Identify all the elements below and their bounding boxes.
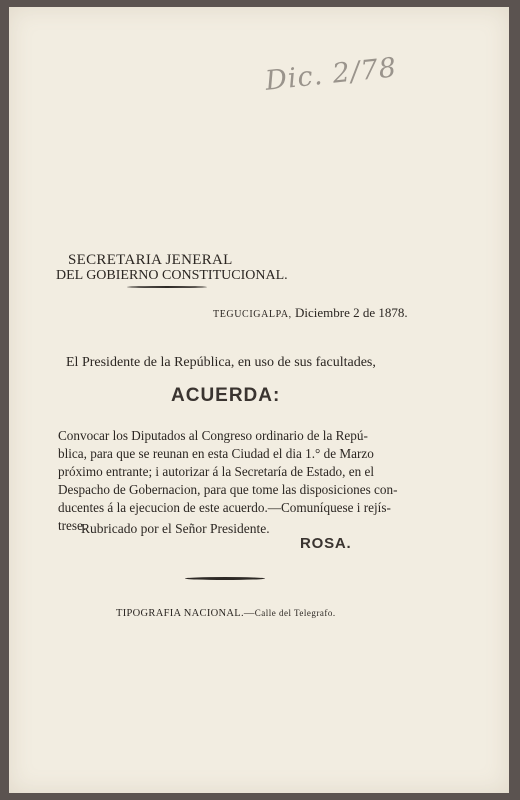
handwritten-date-annotation: Dic. 2/78 xyxy=(263,52,399,97)
signature-name: ROSA. xyxy=(300,535,352,552)
dateline-date: Diciembre 2 de 1878. xyxy=(291,305,408,320)
body-line: Despacho de Gobernacion, para que tome las disposiciones con- xyxy=(58,482,398,497)
dateline-place: TEGUCIGALPA, xyxy=(213,309,292,320)
resolution-body xyxy=(58,427,398,535)
dateline xyxy=(213,305,408,321)
body-line: ducentes á la ejecucion de este acuerdo.—Comuníquese i rejís- xyxy=(58,500,391,515)
intro-text: El Presidente de la República, en uso de sus facultades, xyxy=(66,355,376,370)
body-line: próximo entrante; i autorizar á la Secretaría de Estado, en el xyxy=(58,464,374,479)
header-divider xyxy=(127,286,207,288)
closing-divider xyxy=(185,577,265,580)
body-line: trese. xyxy=(58,518,87,533)
document-page xyxy=(9,7,509,793)
office-subtitle: DEL GOBIERNO CONSTITUCIONAL. xyxy=(56,268,288,283)
body-line: blica, para que se reunan en esta Ciudad el dia 1.° de Marzo xyxy=(58,446,374,461)
printer-footer xyxy=(116,608,336,619)
body-line: Convocar los Diputados al Congreso ordinario de la Repú- xyxy=(58,428,368,443)
footer-street: Calle del Telegrafo. xyxy=(254,608,336,618)
office-title: SECRETARIA JENERAL xyxy=(68,252,233,268)
resolution-heading: ACUERDA: xyxy=(171,385,281,406)
rubric-text: Rubricado por el Señor Presidente. xyxy=(81,521,270,536)
footer-printer: TIPOGRAFIA NACIONAL.— xyxy=(116,608,255,619)
